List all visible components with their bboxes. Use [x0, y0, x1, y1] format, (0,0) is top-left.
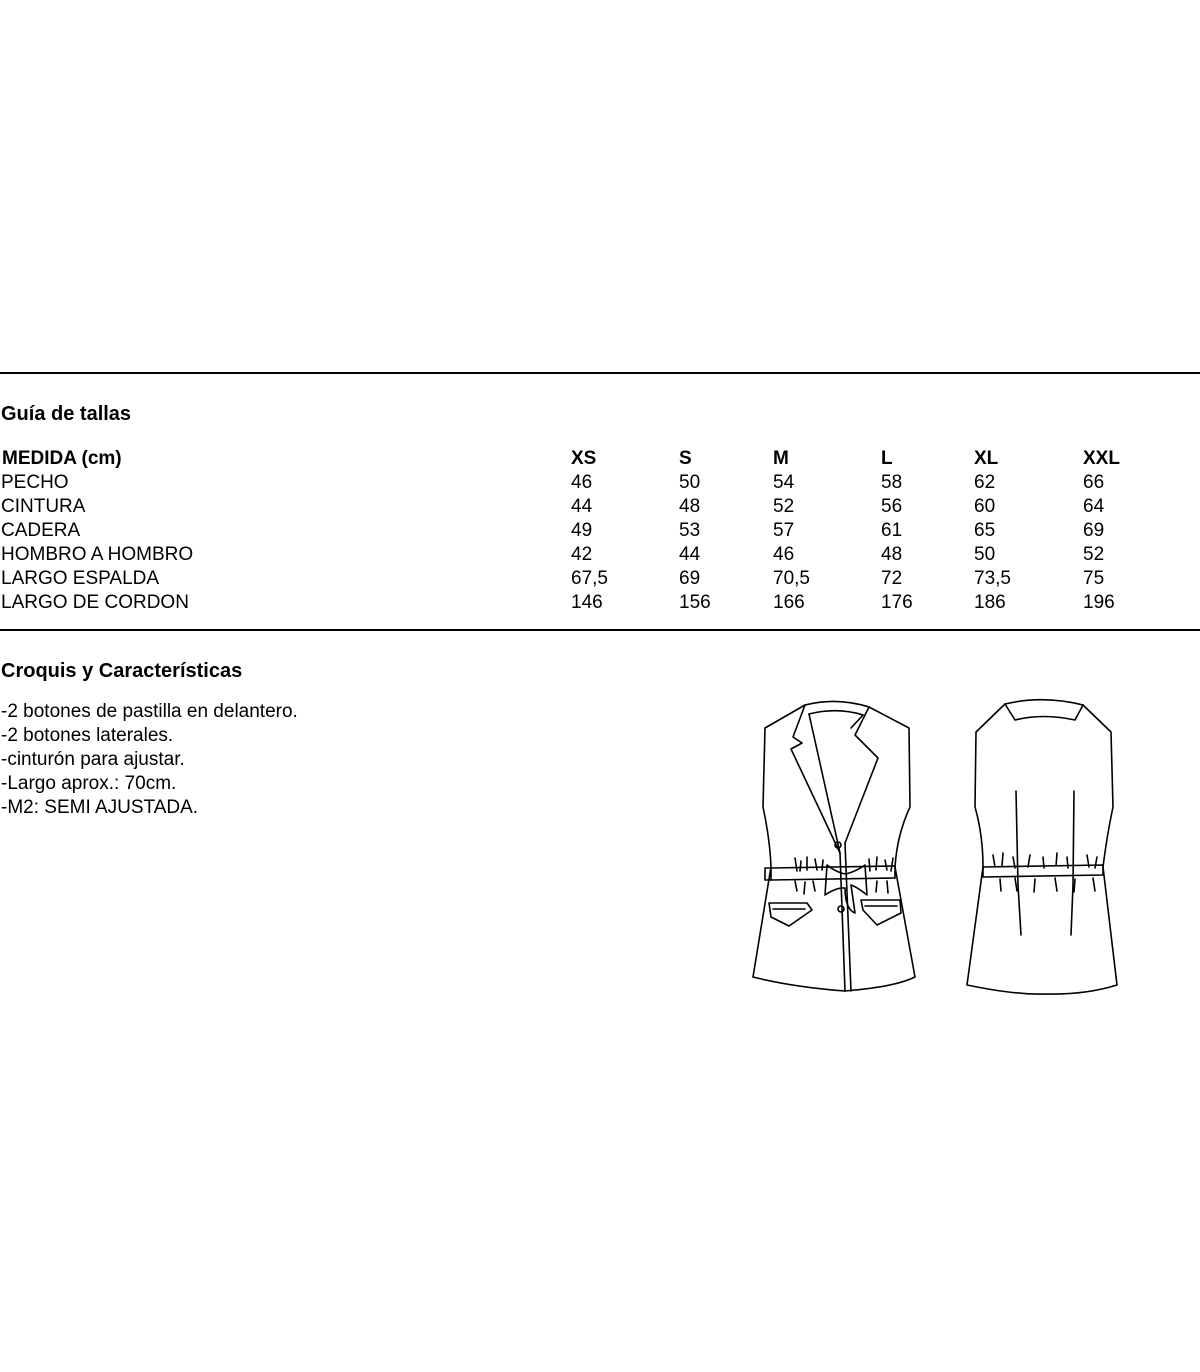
list-item: -cinturón para ajustar.	[1, 749, 185, 770]
header-size-xl: XL	[974, 448, 999, 469]
table-cell: 60	[974, 496, 996, 517]
list-item: -2 botones laterales.	[1, 725, 174, 746]
table-cell: 73,5	[974, 568, 1011, 589]
features-list	[1, 700, 298, 820]
table-cell: 146	[571, 592, 603, 613]
row-label: CINTURA	[1, 496, 86, 517]
row-label: PECHO	[1, 472, 69, 493]
table-cell: 58	[881, 472, 903, 493]
table-cell: 66	[1083, 472, 1105, 493]
table-cell: 52	[773, 496, 795, 517]
table-cell: 69	[1083, 520, 1105, 541]
table-cell: 65	[974, 520, 996, 541]
row-label: HOMBRO A HOMBRO	[1, 544, 194, 565]
table-cell: 50	[679, 472, 701, 493]
table-cell: 61	[881, 520, 903, 541]
table-cell: 186	[974, 592, 1006, 613]
header-size-m: M	[773, 448, 789, 469]
table-cell: 69	[679, 568, 701, 589]
row-label: LARGO ESPALDA	[1, 568, 160, 589]
table-cell: 52	[1083, 544, 1105, 565]
table-cell: 49	[571, 520, 593, 541]
table-row	[0, 495, 1200, 519]
table-cell: 46	[571, 472, 593, 493]
middle-divider	[0, 629, 1200, 631]
header-measure: MEDIDA (cm)	[2, 448, 122, 469]
table-cell: 75	[1083, 568, 1105, 589]
size-guide-title: Guía de tallas	[1, 403, 132, 425]
header-size-xs: XS	[571, 448, 597, 469]
header-size-xxl: XXL	[1083, 448, 1120, 469]
table-cell: 48	[679, 496, 701, 517]
vest-front-sketch	[753, 701, 915, 991]
table-cell: 56	[881, 496, 903, 517]
table-cell: 54	[773, 472, 795, 493]
size-table	[0, 447, 1200, 615]
list-item: -Largo aprox.: 70cm.	[1, 773, 177, 794]
header-size-l: L	[881, 448, 893, 469]
top-divider	[0, 372, 1200, 374]
table-cell: 176	[881, 592, 913, 613]
table-cell: 57	[773, 520, 795, 541]
row-label: LARGO DE CORDON	[1, 592, 189, 613]
table-cell: 44	[571, 496, 593, 517]
size-table-header	[0, 447, 1200, 471]
list-item: -M2: SEMI AJUSTADA.	[1, 797, 199, 818]
table-cell: 48	[881, 544, 903, 565]
row-label: CADERA	[1, 520, 81, 541]
list-item: -2 botones de pastilla en delantero.	[1, 701, 298, 722]
table-cell: 64	[1083, 496, 1105, 517]
vest-back-sketch	[967, 700, 1117, 994]
table-cell: 62	[974, 472, 996, 493]
table-cell: 53	[679, 520, 701, 541]
table-cell: 44	[679, 544, 701, 565]
table-cell: 46	[773, 544, 795, 565]
table-cell: 70,5	[773, 568, 810, 589]
table-cell: 156	[679, 592, 711, 613]
table-row	[0, 567, 1200, 591]
sketch-section-title: Croquis y Características	[1, 660, 243, 682]
table-row	[0, 471, 1200, 495]
table-cell: 42	[571, 544, 593, 565]
table-row	[0, 591, 1200, 615]
header-size-s: S	[679, 448, 692, 469]
garment-sketch	[745, 695, 1125, 1000]
table-cell: 50	[974, 544, 996, 565]
table-cell: 196	[1083, 592, 1115, 613]
table-cell: 67,5	[571, 568, 608, 589]
table-row	[0, 543, 1200, 567]
table-row	[0, 519, 1200, 543]
table-cell: 166	[773, 592, 805, 613]
table-cell: 72	[881, 568, 903, 589]
